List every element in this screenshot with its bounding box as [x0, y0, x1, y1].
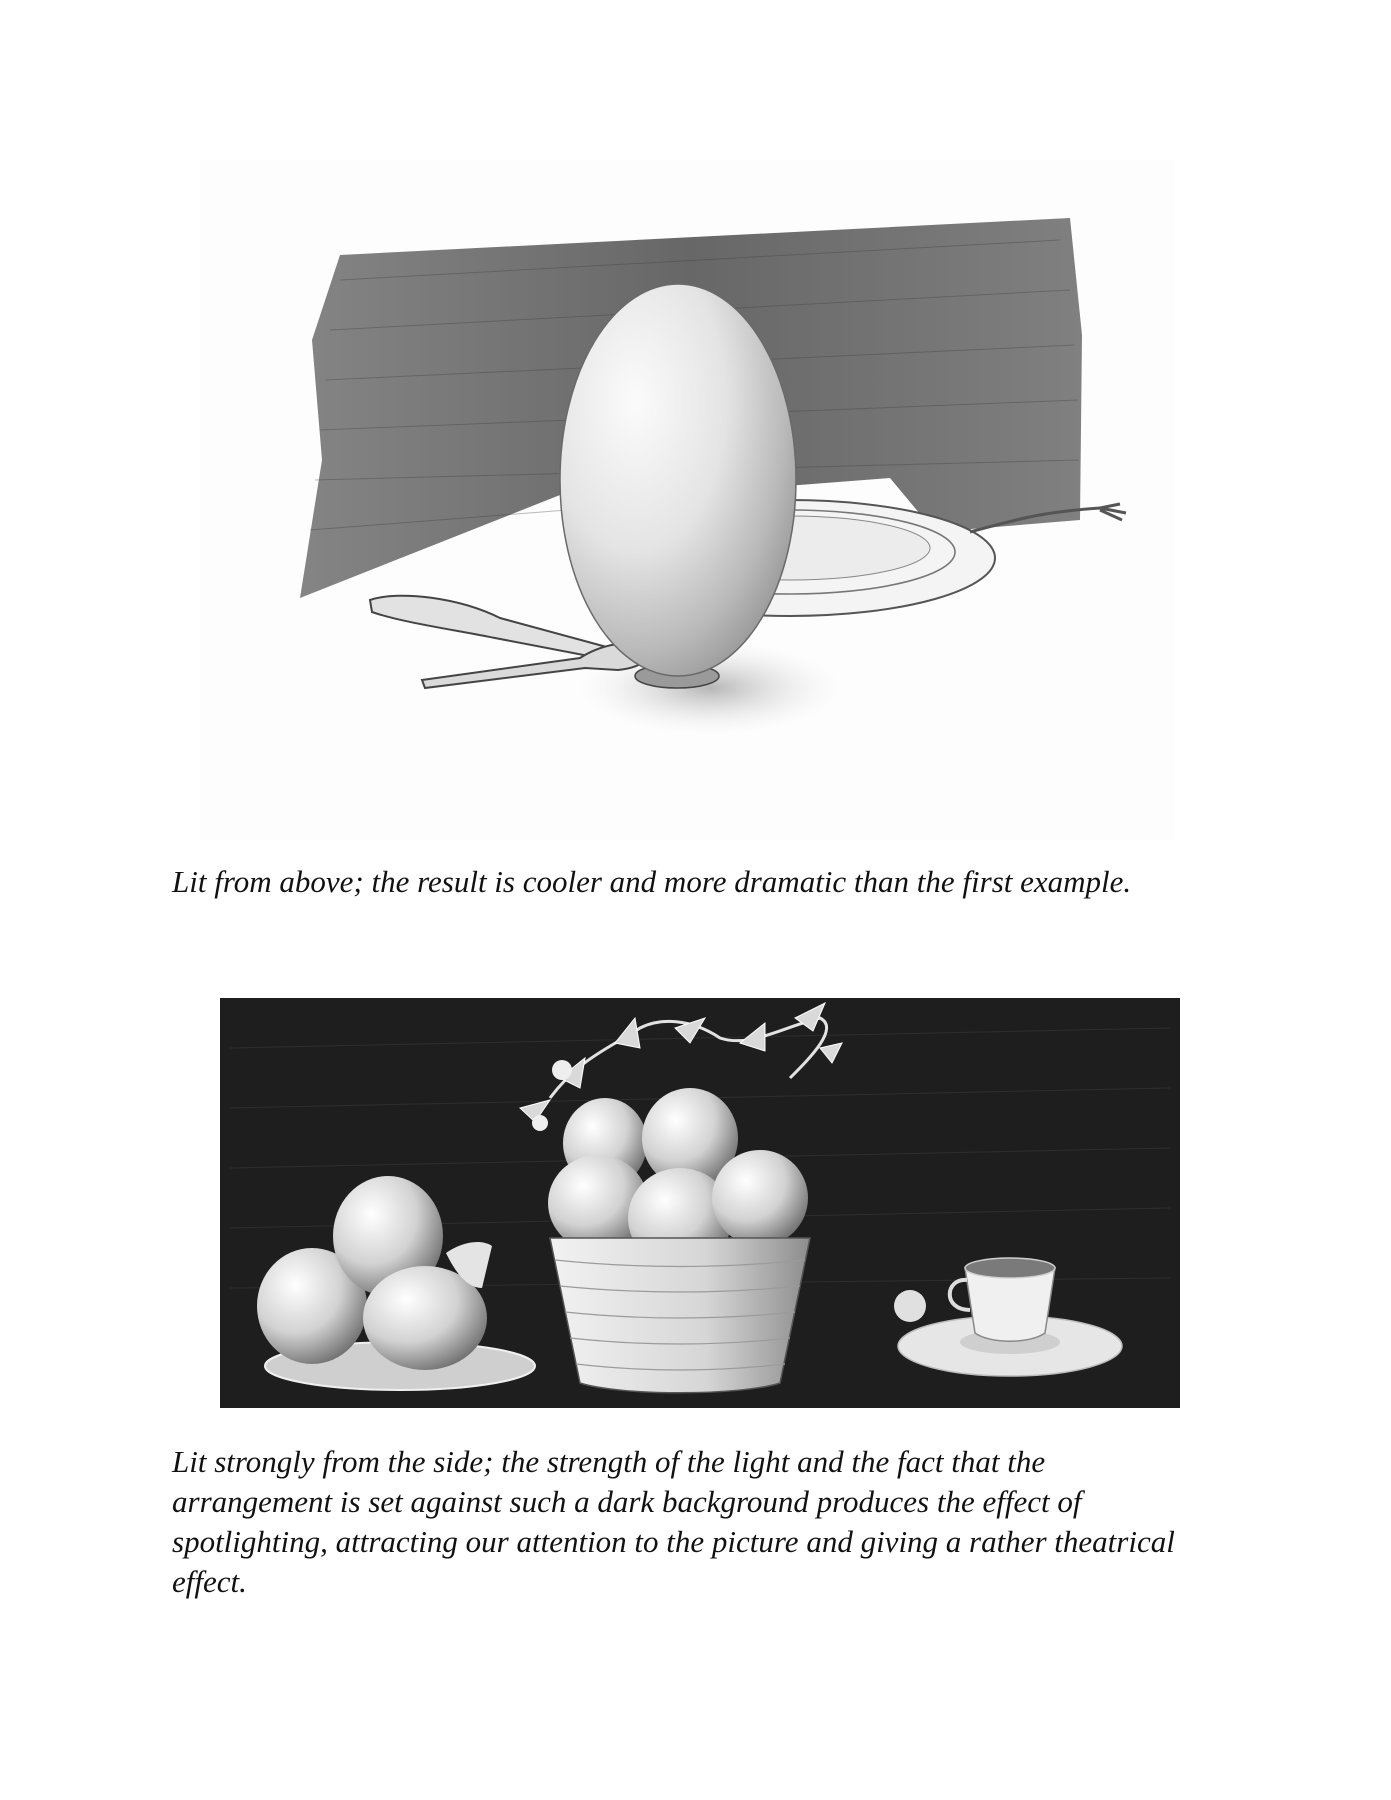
blossom [552, 1060, 572, 1080]
egg [560, 284, 796, 676]
still-life-illustration [220, 988, 1180, 1418]
egg-illustration [200, 160, 1175, 840]
blossom [532, 1115, 548, 1131]
figure-caption-1: Lit from above; the result is cooler and more dramatic than the first example. [172, 864, 1132, 899]
orange [712, 1150, 808, 1246]
flower [894, 1290, 926, 1322]
figure-caption-2: Lit strongly from the side; the strength of the light and the fact that the arrangement is set against such a dark background produces the effect of spotlighting, attracting our attention to the picture and giving a rather theatrical effect. [172, 1444, 1175, 1599]
cup [965, 1268, 1055, 1341]
